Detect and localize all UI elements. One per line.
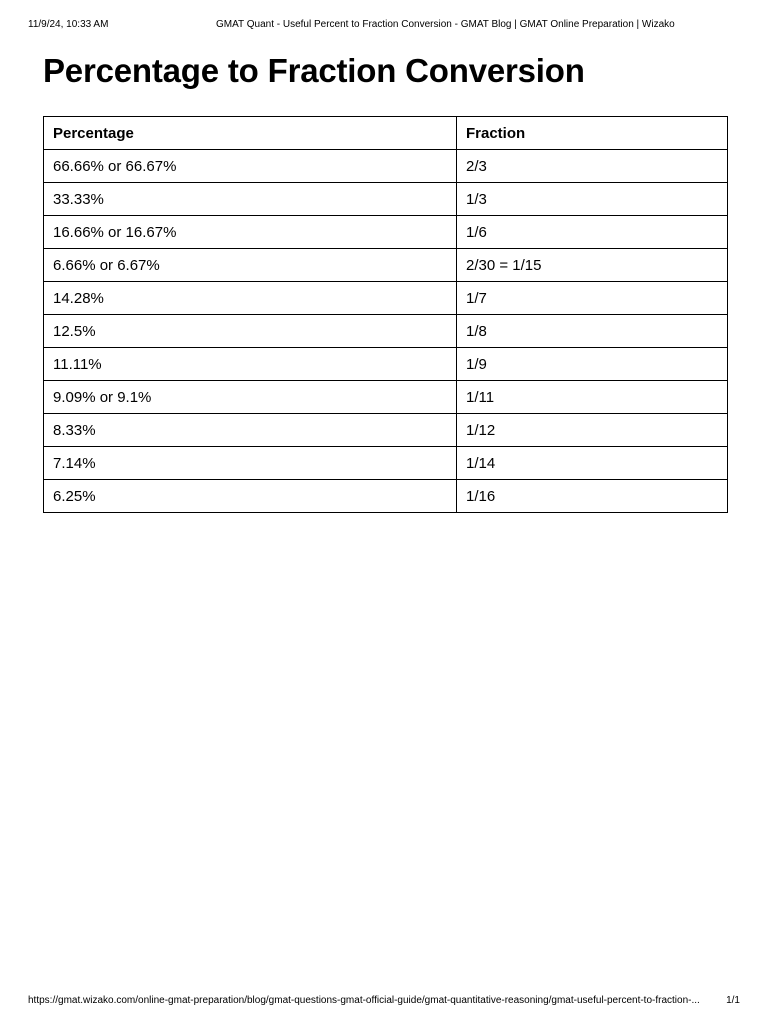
cell-fraction: 1/7: [457, 282, 728, 315]
table-row: [44, 414, 728, 447]
cell-fraction: 1/6: [457, 216, 728, 249]
cell-percentage: 11.11%: [44, 348, 457, 381]
cell-percentage: 16.66% or 16.67%: [44, 216, 457, 249]
table-row: [44, 480, 728, 513]
table-row: [44, 183, 728, 216]
cell-percentage: 6.25%: [44, 480, 457, 513]
print-page-number: 1/1: [726, 995, 740, 1006]
cell-fraction: 1/14: [457, 447, 728, 480]
print-document-title: GMAT Quant - Useful Percent to Fraction Conversion - GMAT Blog | GMAT Online Preparation | Wizako: [216, 19, 675, 30]
print-footer: [28, 994, 740, 1008]
cell-fraction: 1/3: [457, 183, 728, 216]
print-header: [28, 18, 740, 32]
cell-percentage: 14.28%: [44, 282, 457, 315]
table-row: [44, 447, 728, 480]
print-date: 11/9/24, 10:33 AM: [28, 19, 109, 30]
conversion-table-container: [43, 116, 727, 513]
table-row: [44, 315, 728, 348]
table-row: [44, 381, 728, 414]
cell-fraction: 2/30 = 1/15: [457, 249, 728, 282]
cell-percentage: 33.33%: [44, 183, 457, 216]
cell-fraction: 1/9: [457, 348, 728, 381]
table-row: [44, 216, 728, 249]
table-row: [44, 249, 728, 282]
cell-fraction: 1/16: [457, 480, 728, 513]
header-percentage: Percentage: [44, 117, 457, 150]
cell-percentage: 6.66% or 6.67%: [44, 249, 457, 282]
table-header-row: [44, 117, 728, 150]
print-url: https://gmat.wizako.com/online-gmat-preparation/blog/gmat-questions-gmat-official-guide/gmat-quantitative-reasoning/gmat-useful-percent-to-fraction-...: [28, 995, 700, 1006]
cell-fraction: 1/11: [457, 381, 728, 414]
cell-percentage: 9.09% or 9.1%: [44, 381, 457, 414]
cell-percentage: 8.33%: [44, 414, 457, 447]
cell-fraction: 2/3: [457, 150, 728, 183]
cell-percentage: 12.5%: [44, 315, 457, 348]
cell-fraction: 1/12: [457, 414, 728, 447]
table-row: [44, 282, 728, 315]
cell-percentage: 66.66% or 66.67%: [44, 150, 457, 183]
page-title: Percentage to Fraction Conversion: [43, 52, 585, 89]
conversion-table: [43, 116, 728, 513]
cell-fraction: 1/8: [457, 315, 728, 348]
table-row: [44, 348, 728, 381]
header-fraction: Fraction: [457, 117, 728, 150]
table-row: [44, 150, 728, 183]
cell-percentage: 7.14%: [44, 447, 457, 480]
